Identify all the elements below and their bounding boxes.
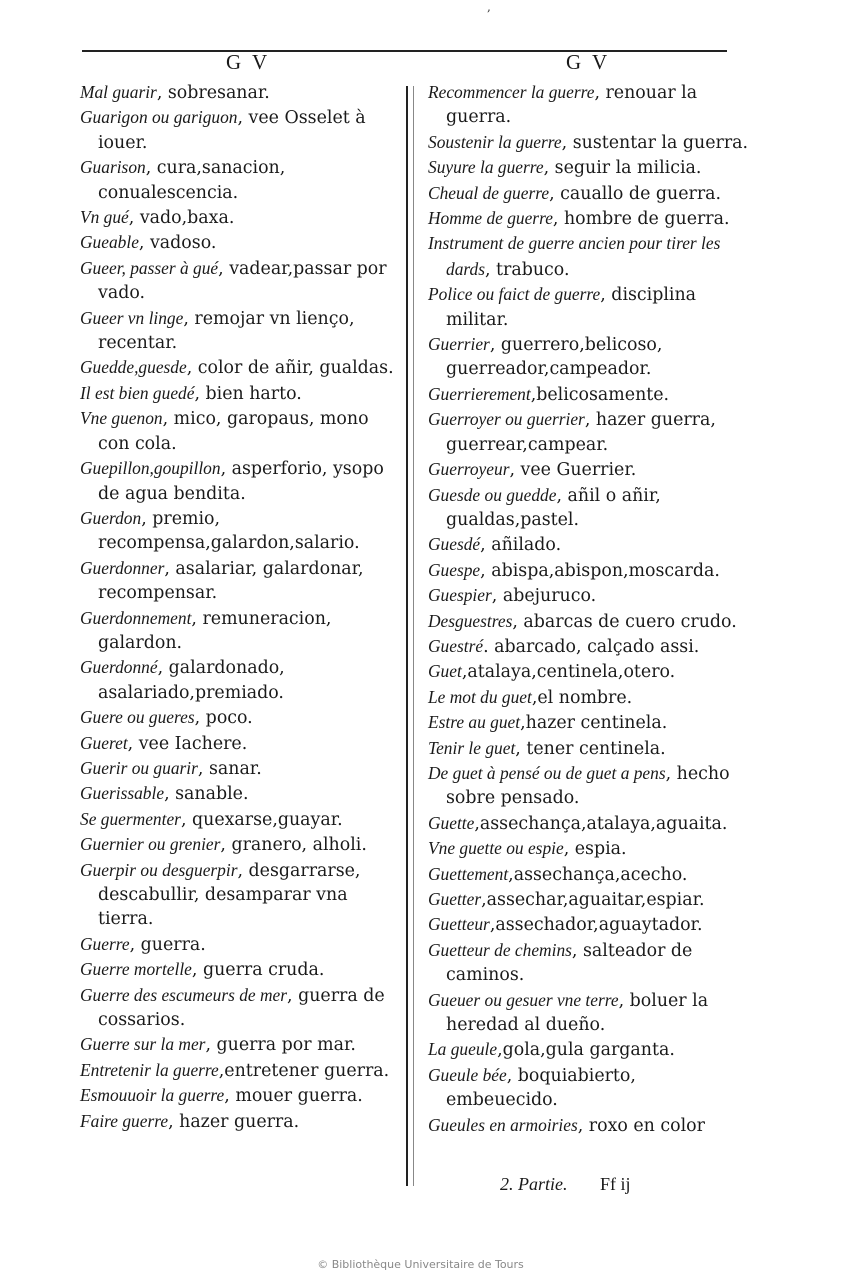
dictionary-entry [428, 80, 753, 130]
dictionary-entry [80, 456, 398, 506]
entry-definition: , mico, garopaus, mono con cola. [98, 409, 369, 454]
entry-definition: ,atalaya,centinela,otero. [461, 662, 676, 683]
entry-headword: Guet [428, 661, 462, 682]
entry-definition: , guerra de cossarios. [98, 985, 385, 1031]
entry-headword: Suyure la guerre [428, 157, 544, 178]
dictionary-entry [80, 256, 398, 306]
entry-headword: Soustenir la guerre [428, 131, 562, 152]
dictionary-entry [80, 807, 398, 832]
entry-definition: , cauallo de guerra. [549, 183, 722, 204]
signature-mark: Ff ij [600, 1174, 631, 1194]
dictionary-entry [428, 634, 753, 659]
entry-definition: , renouar la guerra. [446, 83, 698, 128]
entry-headword: Gueuer ou gesuer vne terre [428, 989, 619, 1010]
running-header-right: G V [566, 50, 611, 74]
entry-headword: Guerre mortelle [80, 959, 192, 980]
dictionary-entry [428, 912, 753, 937]
entry-headword: Gueer, passer à gué [80, 257, 219, 278]
entry-headword: Guerre sur la mer [80, 1034, 206, 1055]
dictionary-entry [80, 556, 398, 606]
entry-headword: Guerpir ou desguerpir [80, 859, 238, 880]
entry-headword: Desguestres [428, 610, 513, 631]
entry-definition: , cura,sanacion, conualescencia. [98, 158, 286, 203]
dictionary-entry [428, 407, 753, 457]
dictionary-entry [80, 731, 398, 756]
entry-definition: , tener centinela. [515, 738, 666, 759]
entry-headword: Estre au guet [428, 712, 521, 733]
dictionary-entry [80, 858, 398, 932]
dictionary-entry [428, 181, 753, 206]
entry-definition: , guerra por mar. [205, 1035, 356, 1056]
dictionary-entry [80, 932, 398, 957]
entry-definition: , disciplina militar. [446, 285, 697, 330]
entry-definition: , sustentar la guerra. [561, 132, 749, 153]
dictionary-entry [80, 1109, 398, 1134]
entry-headword: Entretenir la guerre [80, 1059, 219, 1080]
entry-definition: , añil o añir, gualdas,pastel. [446, 485, 661, 530]
entry-definition: , galardonado, asalariado,premiado. [98, 658, 285, 703]
entry-headword: Guerre des escumeurs de mer [80, 984, 288, 1005]
dictionary-entry [80, 306, 398, 356]
entry-headword: Guerdonner [80, 557, 165, 578]
dictionary-entry [80, 983, 398, 1033]
entry-headword: Police ou faict de guerre [428, 284, 601, 305]
entry-headword: Guesdé [428, 534, 481, 555]
entry-headword: Guetter [428, 889, 482, 909]
dictionary-entry [428, 609, 753, 634]
dictionary-entry [428, 736, 753, 761]
entry-definition: , vee Iachere. [127, 733, 248, 754]
dictionary-entry [428, 282, 753, 332]
entry-headword: Mal guarir [80, 82, 157, 102]
column-divider [406, 86, 408, 1186]
entry-definition: , bien harto. [194, 383, 302, 404]
entry-headword: Faire guerre [80, 1110, 169, 1131]
entry-definition: , vado,baxa. [128, 208, 235, 229]
entry-headword: Guesde ou guedde [428, 484, 557, 505]
entry-headword: Vne guette ou espie [428, 838, 564, 859]
entry-headword: Il est bien guedé [80, 382, 195, 403]
entry-headword: Guerdonné [80, 657, 158, 678]
dictionary-entry [80, 655, 398, 705]
dictionary-entry [80, 381, 398, 406]
entry-definition: , espia. [563, 839, 627, 860]
entry-definition: , hazer guerra, guerrear,campear. [446, 410, 716, 455]
dictionary-entry [80, 230, 398, 255]
dictionary-entry [428, 532, 753, 557]
entry-headword: Guerroyer ou guerrier [428, 409, 585, 430]
entry-definition: , quexarse,guayar. [180, 809, 343, 830]
dictionary-entry [428, 231, 753, 282]
entry-definition: ,hazer centinela. [520, 713, 668, 734]
entry-definition: , hecho sobre pensado. [446, 763, 730, 809]
dictionary-entry [80, 832, 398, 857]
entry-definition: , poco. [194, 708, 253, 729]
entry-definition: , sanable. [164, 784, 249, 805]
entry-definition: ,entretener guerra. [218, 1060, 390, 1081]
entry-headword: Vne guenon [80, 408, 163, 429]
column-divider-inner [413, 86, 414, 1186]
entry-definition: , premio, recompensa,galardon,salario. [98, 508, 360, 554]
entry-definition: ,assechança,atalaya,aguaita. [474, 813, 728, 834]
entry-headword: La gueule [428, 1039, 498, 1060]
dictionary-entry [428, 130, 753, 155]
entry-definition: ,belicosamente. [530, 384, 670, 405]
entry-definition: , color de añir, gualdas. [186, 358, 394, 379]
running-header-left: G V [226, 50, 271, 74]
entry-definition: , remojar vn lienço, recentar. [98, 308, 355, 354]
entry-headword: Guernier ou grenier [80, 834, 221, 855]
entry-headword: Guarison [80, 157, 146, 178]
dictionary-entry [80, 80, 398, 105]
entry-headword: Guespier [428, 585, 492, 606]
entry-definition: , boquiabierto, embeuecido. [446, 1065, 636, 1111]
dictionary-entry [80, 406, 398, 456]
dictionary-entry [80, 756, 398, 781]
dictionary-entry [428, 988, 753, 1038]
entry-headword: Guerrierement [428, 383, 531, 404]
entry-headword: Guerissable [80, 783, 165, 804]
entry-definition: , asperforio, ysopo de agua bendita. [98, 459, 384, 504]
entry-headword: Tenir le guet [428, 737, 516, 758]
entry-headword: Guere ou gueres [80, 707, 195, 728]
entry-definition: ,gola,gula garganta. [497, 1040, 675, 1061]
dictionary-entry [428, 206, 753, 231]
dictionary-entry [428, 558, 753, 583]
entry-definition: , hombre de guerra. [552, 209, 730, 230]
dictionary-entry [80, 355, 398, 380]
entry-headword: Guerre [80, 933, 130, 954]
entry-headword: Gueule bée [428, 1064, 507, 1085]
dictionary-entry [428, 382, 753, 407]
entry-headword: Guerdonnement [80, 607, 192, 628]
dictionary-entry [428, 685, 753, 710]
entry-headword: Guerdon [80, 507, 142, 528]
dictionary-entry [80, 205, 398, 230]
entry-definition: , seguir la milicia. [543, 158, 702, 179]
entry-definition: , granero, alholi. [220, 835, 367, 856]
entry-definition: , sobresanar. [156, 83, 270, 103]
dictionary-entry [80, 506, 398, 556]
entry-headword: Esmouuoir la guerre [80, 1085, 225, 1106]
dictionary-entry [80, 105, 398, 155]
entry-definition: ,assechar,aguaitar,espiar. [481, 890, 705, 910]
entry-headword: Guedde,guesde [80, 357, 187, 378]
dictionary-entry [428, 483, 753, 533]
entry-headword: De guet à pensé ou de guet a pens [428, 762, 666, 783]
right-column [428, 80, 753, 1138]
entry-headword: Cheual de guerre [428, 182, 550, 203]
top-mark: , [487, 0, 491, 14]
dictionary-entry [80, 1083, 398, 1108]
entry-headword: Guepillon,goupillon [80, 458, 221, 479]
entry-definition: . abarcado, calçado assi. [483, 636, 700, 657]
entry-definition: , boluer la heredad al dueño. [446, 990, 709, 1036]
entry-definition: ,assechança,acecho. [508, 864, 688, 885]
entry-definition: , desgarrarse, descabullir, desamparar vna tierra. [98, 860, 361, 930]
entry-definition: ,assechador,aguaytador. [489, 915, 703, 936]
dictionary-entry [428, 761, 753, 811]
entry-headword: Homme de guerre [428, 208, 553, 229]
dictionary-entry [428, 1113, 753, 1138]
entry-headword: Guerir ou guarir [80, 757, 198, 778]
entry-definition: , vadoso. [138, 233, 217, 254]
entry-definition: , roxo en color [577, 1115, 705, 1136]
entry-headword: Gueable [80, 232, 139, 253]
entry-headword: Guette [428, 812, 475, 833]
entry-definition: , vee Osselet à iouer. [98, 108, 366, 153]
entry-headword: Guerroyeur [428, 459, 510, 480]
entry-headword: Instrument de guerre ancien pour tirer les dards [428, 233, 721, 279]
dictionary-entry [428, 836, 753, 861]
entry-definition: , guerrero,belicoso, guerreador,campeador. [446, 335, 663, 380]
entry-headword: Guarigon ou gariguon [80, 107, 238, 128]
entry-headword: Guespe [428, 559, 481, 580]
entry-definition: , remuneracion, galardon. [98, 608, 332, 653]
entry-definition: , vadear,passar por vado. [98, 258, 387, 304]
dictionary-entry [428, 457, 753, 482]
entry-definition: , abarcas de cuero crudo. [512, 611, 737, 632]
dictionary-entry [80, 781, 398, 806]
dictionary-entry [428, 1037, 753, 1062]
dictionary-entry [428, 811, 753, 836]
dictionary-entry [428, 659, 753, 684]
entry-headword: Guetteur [428, 914, 490, 935]
dictionary-entry [80, 705, 398, 730]
dictionary-entry [80, 606, 398, 656]
entry-headword: Gueer vn linge [80, 307, 184, 328]
dictionary-entry [80, 1058, 398, 1083]
dictionary-entry [428, 583, 753, 608]
part-label: 2. Partie. [500, 1174, 568, 1194]
dictionary-entry [428, 710, 753, 735]
entry-headword: Guerrier [428, 334, 490, 355]
entry-headword: Guettement [428, 863, 509, 884]
entry-definition: , abejuruco. [491, 586, 597, 607]
entry-definition: , sanar. [197, 758, 262, 779]
entry-definition: , trabuco. [484, 259, 570, 280]
dictionary-entry [80, 1032, 398, 1057]
entry-headword: Le mot du guet [428, 686, 532, 707]
entry-definition: , vee Guerrier. [509, 460, 637, 481]
entry-definition: ,el nombre. [531, 687, 633, 708]
copyright-notice: © Bibliothèque Universitaire de Tours [317, 1258, 524, 1271]
entry-headword: Vn gué [80, 207, 129, 228]
entry-headword: Gueules en armoiries [428, 1114, 578, 1135]
dictionary-entry [428, 862, 753, 887]
entry-headword: Recommencer la guerre [428, 82, 595, 102]
entry-definition: , mouer guerra. [224, 1086, 363, 1107]
entry-definition: , guerra. [129, 934, 206, 955]
entry-definition: , añilado. [480, 535, 562, 556]
dictionary-entry [428, 938, 753, 988]
signature-line [500, 1174, 631, 1195]
dictionary-entry [80, 957, 398, 982]
entry-definition: , abispa,abispon,moscarda. [480, 560, 720, 581]
dictionary-entry [428, 332, 753, 382]
dictionary-entry [428, 1063, 753, 1113]
dictionary-entry [428, 155, 753, 180]
entry-definition: , salteador de caminos. [446, 940, 693, 986]
entry-definition: , guerra cruda. [191, 960, 325, 981]
entry-definition: , asalariar, galardonar, recompensar. [98, 558, 364, 604]
entry-headword: Guetteur de chemins [428, 939, 572, 960]
dictionary-entry [428, 887, 753, 912]
entry-headword: Se guermenter [80, 808, 181, 829]
left-column [80, 80, 398, 1134]
entry-headword: Guestré [428, 635, 484, 656]
header-rule [82, 50, 727, 52]
dictionary-entry [80, 155, 398, 205]
entry-headword: Gueret [80, 732, 128, 753]
entry-definition: , hazer guerra. [168, 1111, 300, 1132]
